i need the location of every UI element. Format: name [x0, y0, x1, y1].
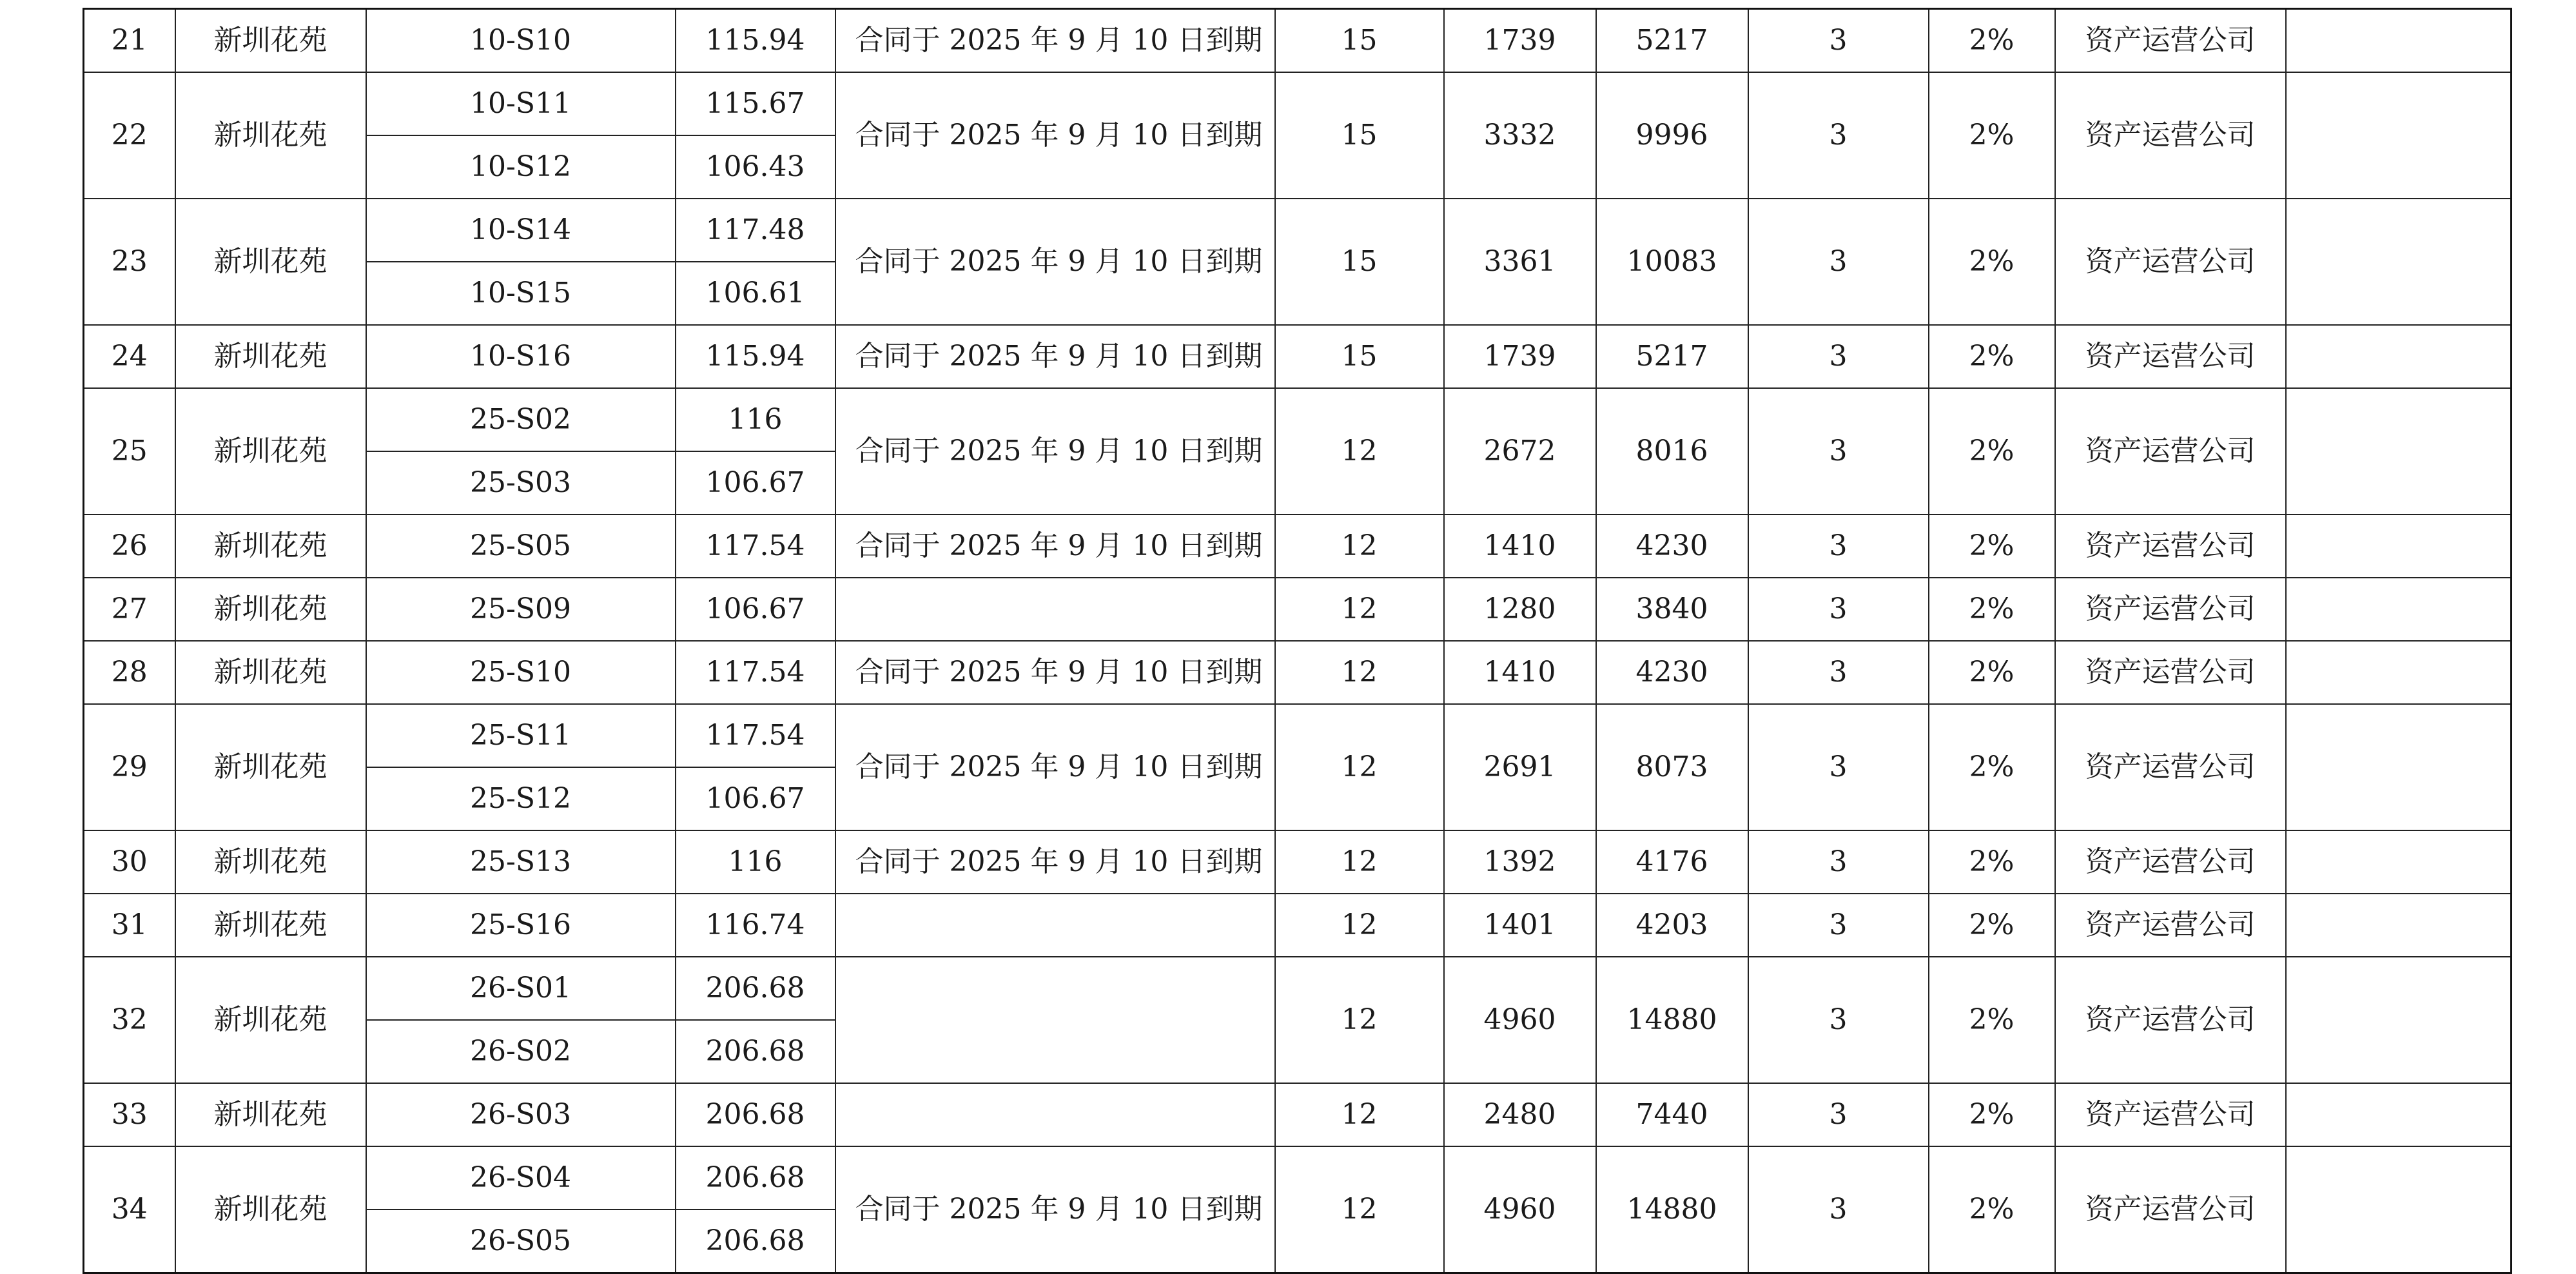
value-cell-1: 15 — [1275, 72, 1444, 199]
value-cell-3: 5217 — [1596, 9, 1748, 73]
unit-code-cell: 26-S04 — [366, 1146, 676, 1210]
row-number-cell: 33 — [84, 1083, 175, 1146]
unit-code-cell: 25-S12 — [366, 767, 676, 830]
unit-area-cell: 115.67 — [676, 72, 835, 135]
value-cell-4: 3 — [1748, 9, 1929, 73]
unit-area-cell: 116 — [676, 388, 835, 451]
value-cell-2: 1739 — [1444, 9, 1596, 73]
remarks-cell — [2286, 9, 2512, 73]
value-cell-1: 12 — [1275, 641, 1444, 704]
value-cell-3: 10083 — [1596, 199, 1748, 325]
value-cell-3: 14880 — [1596, 1146, 1748, 1273]
value-cell-4: 3 — [1748, 830, 1929, 894]
estate-name-cell: 新圳花苑 — [175, 1146, 366, 1273]
row-number-cell: 31 — [84, 894, 175, 957]
table-row — [84, 325, 2512, 388]
value-cell-3: 4230 — [1596, 514, 1748, 578]
unit-area-cell: 115.94 — [676, 325, 835, 388]
value-cell-2: 2672 — [1444, 388, 1596, 514]
unit-area-cell: 117.54 — [676, 514, 835, 578]
remarks-cell — [2286, 578, 2512, 641]
contract-note-cell — [835, 894, 1275, 957]
table-row — [84, 199, 2512, 262]
value-cell-3: 7440 — [1596, 1083, 1748, 1146]
value-cell-1: 12 — [1275, 957, 1444, 1083]
value-cell-4: 3 — [1748, 641, 1929, 704]
remarks-cell — [2286, 72, 2512, 199]
operator-cell: 资产运营公司 — [2055, 514, 2286, 578]
unit-area-cell: 116 — [676, 830, 835, 894]
value-cell-3: 3840 — [1596, 578, 1748, 641]
unit-area-cell: 106.67 — [676, 767, 835, 830]
property-lease-table — [83, 8, 2512, 1274]
contract-note-cell: 合同于 2025 年 9 月 10 日到期 — [835, 199, 1275, 325]
row-number-cell: 24 — [84, 325, 175, 388]
estate-name-cell: 新圳花苑 — [175, 388, 366, 514]
unit-code-cell: 10-S15 — [366, 262, 676, 325]
operator-cell: 资产运营公司 — [2055, 957, 2286, 1083]
row-number-cell: 32 — [84, 957, 175, 1083]
unit-code-cell: 25-S05 — [366, 514, 676, 578]
rate-cell: 2% — [1929, 325, 2055, 388]
row-number-cell: 30 — [84, 830, 175, 894]
unit-code-cell: 25-S10 — [366, 641, 676, 704]
estate-name-cell: 新圳花苑 — [175, 9, 366, 73]
unit-code-cell: 10-S10 — [366, 9, 676, 73]
value-cell-4: 3 — [1748, 894, 1929, 957]
value-cell-2: 3332 — [1444, 72, 1596, 199]
contract-note-cell: 合同于 2025 年 9 月 10 日到期 — [835, 641, 1275, 704]
value-cell-1: 12 — [1275, 388, 1444, 514]
remarks-cell — [2286, 641, 2512, 704]
rate-cell: 2% — [1929, 9, 2055, 73]
remarks-cell — [2286, 325, 2512, 388]
table-row — [84, 704, 2512, 767]
unit-code-cell: 25-S02 — [366, 388, 676, 451]
unit-area-cell: 106.61 — [676, 262, 835, 325]
contract-note-cell: 合同于 2025 年 9 月 10 日到期 — [835, 514, 1275, 578]
value-cell-2: 1410 — [1444, 641, 1596, 704]
table-row — [84, 830, 2512, 894]
remarks-cell — [2286, 704, 2512, 830]
remarks-cell — [2286, 388, 2512, 514]
remarks-cell — [2286, 514, 2512, 578]
value-cell-3: 4230 — [1596, 641, 1748, 704]
value-cell-2: 4960 — [1444, 1146, 1596, 1273]
unit-area-cell: 117.54 — [676, 704, 835, 767]
unit-area-cell: 106.67 — [676, 578, 835, 641]
rate-cell: 2% — [1929, 957, 2055, 1083]
row-number-cell: 25 — [84, 388, 175, 514]
unit-code-cell: 25-S03 — [366, 451, 676, 514]
value-cell-2: 1401 — [1444, 894, 1596, 957]
rate-cell: 2% — [1929, 72, 2055, 199]
operator-cell: 资产运营公司 — [2055, 641, 2286, 704]
unit-code-cell: 26-S02 — [366, 1020, 676, 1083]
contract-note-cell: 合同于 2025 年 9 月 10 日到期 — [835, 1146, 1275, 1273]
rate-cell: 2% — [1929, 894, 2055, 957]
operator-cell: 资产运营公司 — [2055, 704, 2286, 830]
row-number-cell: 34 — [84, 1146, 175, 1273]
value-cell-1: 12 — [1275, 1083, 1444, 1146]
remarks-cell — [2286, 1083, 2512, 1146]
table-row — [84, 578, 2512, 641]
estate-name-cell: 新圳花苑 — [175, 72, 366, 199]
value-cell-3: 4203 — [1596, 894, 1748, 957]
value-cell-4: 3 — [1748, 704, 1929, 830]
contract-note-cell — [835, 1083, 1275, 1146]
unit-area-cell: 115.94 — [676, 9, 835, 73]
contract-note-cell: 合同于 2025 年 9 月 10 日到期 — [835, 325, 1275, 388]
value-cell-4: 3 — [1748, 1083, 1929, 1146]
value-cell-3: 14880 — [1596, 957, 1748, 1083]
value-cell-2: 1739 — [1444, 325, 1596, 388]
unit-area-cell: 106.43 — [676, 135, 835, 199]
table-row — [84, 72, 2512, 135]
unit-code-cell: 25-S13 — [366, 830, 676, 894]
operator-cell: 资产运营公司 — [2055, 325, 2286, 388]
unit-area-cell: 206.68 — [676, 1083, 835, 1146]
unit-area-cell: 206.68 — [676, 1020, 835, 1083]
value-cell-3: 5217 — [1596, 325, 1748, 388]
table-row — [84, 9, 2512, 73]
estate-name-cell: 新圳花苑 — [175, 514, 366, 578]
operator-cell: 资产运营公司 — [2055, 9, 2286, 73]
value-cell-4: 3 — [1748, 72, 1929, 199]
operator-cell: 资产运营公司 — [2055, 894, 2286, 957]
value-cell-2: 1280 — [1444, 578, 1596, 641]
remarks-cell — [2286, 199, 2512, 325]
operator-cell: 资产运营公司 — [2055, 830, 2286, 894]
estate-name-cell: 新圳花苑 — [175, 578, 366, 641]
table-row — [84, 388, 2512, 451]
contract-note-cell: 合同于 2025 年 9 月 10 日到期 — [835, 9, 1275, 73]
contract-note-cell — [835, 957, 1275, 1083]
value-cell-4: 3 — [1748, 578, 1929, 641]
contract-note-cell: 合同于 2025 年 9 月 10 日到期 — [835, 830, 1275, 894]
row-number-cell: 28 — [84, 641, 175, 704]
operator-cell: 资产运营公司 — [2055, 72, 2286, 199]
value-cell-1: 12 — [1275, 704, 1444, 830]
table-row — [84, 514, 2512, 578]
value-cell-3: 8016 — [1596, 388, 1748, 514]
unit-area-cell: 117.48 — [676, 199, 835, 262]
remarks-cell — [2286, 957, 2512, 1083]
value-cell-4: 3 — [1748, 1146, 1929, 1273]
value-cell-1: 12 — [1275, 514, 1444, 578]
contract-note-cell: 合同于 2025 年 9 月 10 日到期 — [835, 704, 1275, 830]
row-number-cell: 26 — [84, 514, 175, 578]
estate-name-cell: 新圳花苑 — [175, 199, 366, 325]
rate-cell: 2% — [1929, 199, 2055, 325]
value-cell-2: 4960 — [1444, 957, 1596, 1083]
estate-name-cell: 新圳花苑 — [175, 894, 366, 957]
contract-note-cell — [835, 578, 1275, 641]
value-cell-2: 2480 — [1444, 1083, 1596, 1146]
row-number-cell: 29 — [84, 704, 175, 830]
estate-name-cell: 新圳花苑 — [175, 830, 366, 894]
rate-cell: 2% — [1929, 830, 2055, 894]
remarks-cell — [2286, 830, 2512, 894]
rate-cell: 2% — [1929, 1146, 2055, 1273]
value-cell-4: 3 — [1748, 325, 1929, 388]
unit-area-cell: 116.74 — [676, 894, 835, 957]
estate-name-cell: 新圳花苑 — [175, 704, 366, 830]
table-row — [84, 1146, 2512, 1210]
value-cell-3: 8073 — [1596, 704, 1748, 830]
rate-cell: 2% — [1929, 514, 2055, 578]
unit-code-cell: 26-S03 — [366, 1083, 676, 1146]
unit-code-cell: 26-S05 — [366, 1210, 676, 1273]
value-cell-3: 4176 — [1596, 830, 1748, 894]
value-cell-4: 3 — [1748, 388, 1929, 514]
estate-name-cell: 新圳花苑 — [175, 325, 366, 388]
operator-cell: 资产运营公司 — [2055, 199, 2286, 325]
value-cell-4: 3 — [1748, 957, 1929, 1083]
estate-name-cell: 新圳花苑 — [175, 641, 366, 704]
unit-code-cell: 10-S14 — [366, 199, 676, 262]
unit-area-cell: 206.68 — [676, 1210, 835, 1273]
value-cell-2: 1392 — [1444, 830, 1596, 894]
operator-cell: 资产运营公司 — [2055, 578, 2286, 641]
unit-area-cell: 117.54 — [676, 641, 835, 704]
table-row — [84, 894, 2512, 957]
estate-name-cell: 新圳花苑 — [175, 1083, 366, 1146]
table-row — [84, 1083, 2512, 1146]
unit-code-cell: 25-S16 — [366, 894, 676, 957]
value-cell-1: 15 — [1275, 9, 1444, 73]
value-cell-4: 3 — [1748, 514, 1929, 578]
value-cell-1: 15 — [1275, 325, 1444, 388]
table-row — [84, 957, 2512, 1020]
value-cell-1: 12 — [1275, 830, 1444, 894]
remarks-cell — [2286, 894, 2512, 957]
estate-name-cell: 新圳花苑 — [175, 957, 366, 1083]
value-cell-1: 12 — [1275, 578, 1444, 641]
operator-cell: 资产运营公司 — [2055, 1146, 2286, 1273]
rate-cell: 2% — [1929, 1083, 2055, 1146]
rate-cell: 2% — [1929, 704, 2055, 830]
row-number-cell: 27 — [84, 578, 175, 641]
unit-code-cell: 10-S12 — [366, 135, 676, 199]
unit-area-cell: 106.67 — [676, 451, 835, 514]
row-number-cell: 23 — [84, 199, 175, 325]
unit-area-cell: 206.68 — [676, 957, 835, 1020]
unit-code-cell: 25-S11 — [366, 704, 676, 767]
operator-cell: 资产运营公司 — [2055, 388, 2286, 514]
unit-area-cell: 206.68 — [676, 1146, 835, 1210]
unit-code-cell: 10-S11 — [366, 72, 676, 135]
remarks-cell — [2286, 1146, 2512, 1273]
unit-code-cell: 25-S09 — [366, 578, 676, 641]
value-cell-2: 2691 — [1444, 704, 1596, 830]
operator-cell: 资产运营公司 — [2055, 1083, 2286, 1146]
rate-cell: 2% — [1929, 388, 2055, 514]
unit-code-cell: 10-S16 — [366, 325, 676, 388]
row-number-cell: 22 — [84, 72, 175, 199]
row-number-cell: 21 — [84, 9, 175, 73]
value-cell-1: 12 — [1275, 1146, 1444, 1273]
contract-note-cell: 合同于 2025 年 9 月 10 日到期 — [835, 72, 1275, 199]
value-cell-1: 12 — [1275, 894, 1444, 957]
value-cell-1: 15 — [1275, 199, 1444, 325]
value-cell-3: 9996 — [1596, 72, 1748, 199]
unit-code-cell: 26-S01 — [366, 957, 676, 1020]
contract-note-cell: 合同于 2025 年 9 月 10 日到期 — [835, 388, 1275, 514]
rate-cell: 2% — [1929, 578, 2055, 641]
table-row — [84, 641, 2512, 704]
value-cell-2: 3361 — [1444, 199, 1596, 325]
rate-cell: 2% — [1929, 641, 2055, 704]
value-cell-2: 1410 — [1444, 514, 1596, 578]
value-cell-4: 3 — [1748, 199, 1929, 325]
